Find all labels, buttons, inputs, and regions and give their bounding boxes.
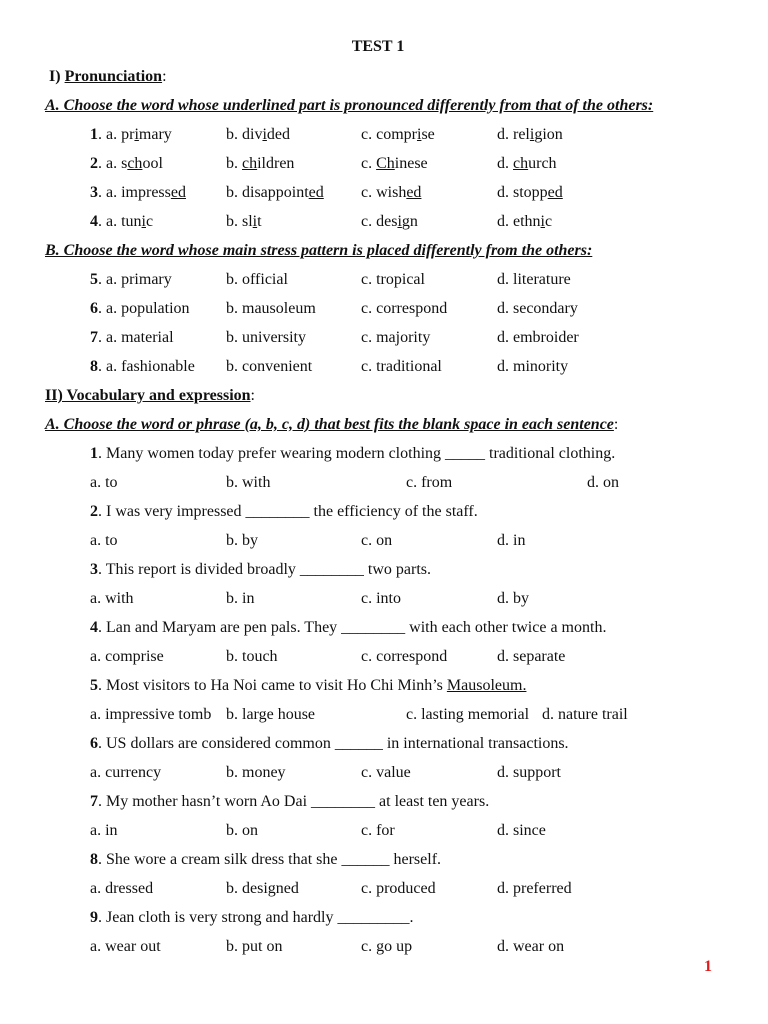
- option: c. from: [406, 474, 453, 491]
- instruction-part-a: A. Choose the word whose underlined part is pronounced differently from that of the others:: [45, 97, 654, 114]
- option: c. design: [361, 213, 418, 230]
- option: d. stopped: [497, 184, 563, 201]
- option: d. nature trail: [542, 706, 628, 723]
- option: c. correspond: [361, 648, 448, 665]
- option: b. official: [226, 271, 288, 288]
- question-row: 1. a. primary: [90, 126, 172, 143]
- option: d. support: [497, 764, 561, 781]
- section-colon: :: [162, 68, 167, 85]
- option: a. comprise: [90, 648, 164, 665]
- option: b. in: [226, 590, 255, 607]
- question-text: 6. US dollars are considered common ______ in international transactions.: [90, 735, 569, 752]
- option: b. with: [226, 474, 271, 491]
- option: a. to: [90, 474, 118, 491]
- option: b. children: [226, 155, 295, 172]
- option: c. lasting memorial: [406, 706, 530, 723]
- option: a. with: [90, 590, 134, 607]
- option: b. designed: [226, 880, 299, 897]
- option: c. tropical: [361, 271, 425, 288]
- option: c. Chinese: [361, 155, 428, 172]
- question-text: 5. Most visitors to Ha Noi came to visit Ho Chi Minh’s Mausoleum.: [90, 677, 527, 694]
- option: b. large house: [226, 706, 316, 723]
- instruction-part-b: B. Choose the word whose main stress pattern is placed differently from the others:: [45, 242, 593, 259]
- option: b. mausoleum: [226, 300, 316, 317]
- option: c. wished: [361, 184, 422, 201]
- option: d. since: [497, 822, 546, 839]
- question-text: 2. I was very impressed ________ the efficiency of the staff.: [90, 503, 478, 520]
- question-text: 7. My mother hasn’t worn Ao Dai ________ at least ten years.: [90, 793, 490, 810]
- question-text: 3. This report is divided broadly ________ two parts.: [90, 561, 431, 578]
- option: c. for: [361, 822, 395, 839]
- option: b. slit: [226, 213, 262, 230]
- question-text: 8. She wore a cream silk dress that she ______ herself.: [90, 851, 442, 868]
- option: c. majority: [361, 329, 431, 346]
- option: d. embroider: [497, 329, 579, 346]
- option: d. religion: [497, 126, 563, 143]
- option: b. divided: [226, 126, 291, 143]
- option: b. put on: [226, 938, 283, 955]
- option: d. secondary: [497, 300, 578, 317]
- option: c. into: [361, 590, 401, 607]
- section-name: II) Vocabulary and expression: [45, 387, 251, 404]
- option: c. traditional: [361, 358, 442, 375]
- option: b. disappointed: [226, 184, 324, 201]
- question-text: 4. Lan and Maryam are pen pals. They ________ with each other twice a month.: [90, 619, 607, 636]
- option: c. comprise: [361, 126, 435, 143]
- question-row: 5. a. primary: [90, 271, 172, 288]
- option: a. to: [90, 532, 118, 549]
- section-pronunciation-heading: [49, 67, 167, 87]
- option: b. money: [226, 764, 286, 781]
- question-row: 4. a. tunic: [90, 213, 154, 230]
- option: b. on: [226, 822, 258, 839]
- section-colon: :: [250, 387, 255, 404]
- option: a. impressive tomb: [90, 706, 212, 723]
- option: d. church: [497, 155, 557, 172]
- section-vocabulary-heading: [45, 386, 255, 406]
- option: a. dressed: [90, 880, 154, 897]
- option: d. literature: [497, 271, 571, 288]
- option: c. on: [361, 532, 393, 549]
- question-text: 9. Jean cloth is very strong and hardly _________.: [90, 909, 414, 926]
- instruction-vocab-part-a: A. Choose the word or phrase (a, b, c, d) that best fits the blank space in each sentence:: [45, 416, 619, 433]
- option: c. produced: [361, 880, 436, 897]
- question-row: 6. a. population: [90, 300, 190, 317]
- option: b. touch: [226, 648, 278, 665]
- question-row: 3. a. impressed: [90, 184, 186, 201]
- option: d. minority: [497, 358, 569, 375]
- option: c. value: [361, 764, 411, 781]
- option: d. preferred: [497, 880, 572, 897]
- option: b. by: [226, 532, 258, 549]
- option: d. ethnic: [497, 213, 553, 230]
- question-row: 2. a. school: [90, 155, 163, 172]
- option: a. wear out: [90, 938, 161, 955]
- option: d. on: [587, 474, 619, 491]
- page-title: TEST 1: [351, 38, 405, 55]
- section-name: Pronunciation: [64, 68, 163, 85]
- option: d. separate: [497, 648, 566, 665]
- option: d. in: [497, 532, 526, 549]
- option: b. convenient: [226, 358, 313, 375]
- option: d. by: [497, 590, 529, 607]
- option: b. university: [226, 329, 306, 346]
- question-text: 1. Many women today prefer wearing modern clothing _____ traditional clothing.: [90, 445, 616, 462]
- section-number: I): [49, 68, 65, 85]
- option: d. wear on: [497, 938, 565, 955]
- question-row: 8. a. fashionable: [90, 358, 195, 375]
- option: c. go up: [361, 938, 413, 955]
- page-number: 1: [704, 958, 712, 975]
- option: c. correspond: [361, 300, 448, 317]
- option: a. currency: [90, 764, 162, 781]
- option: a. in: [90, 822, 118, 839]
- question-row: 7. a. material: [90, 329, 174, 346]
